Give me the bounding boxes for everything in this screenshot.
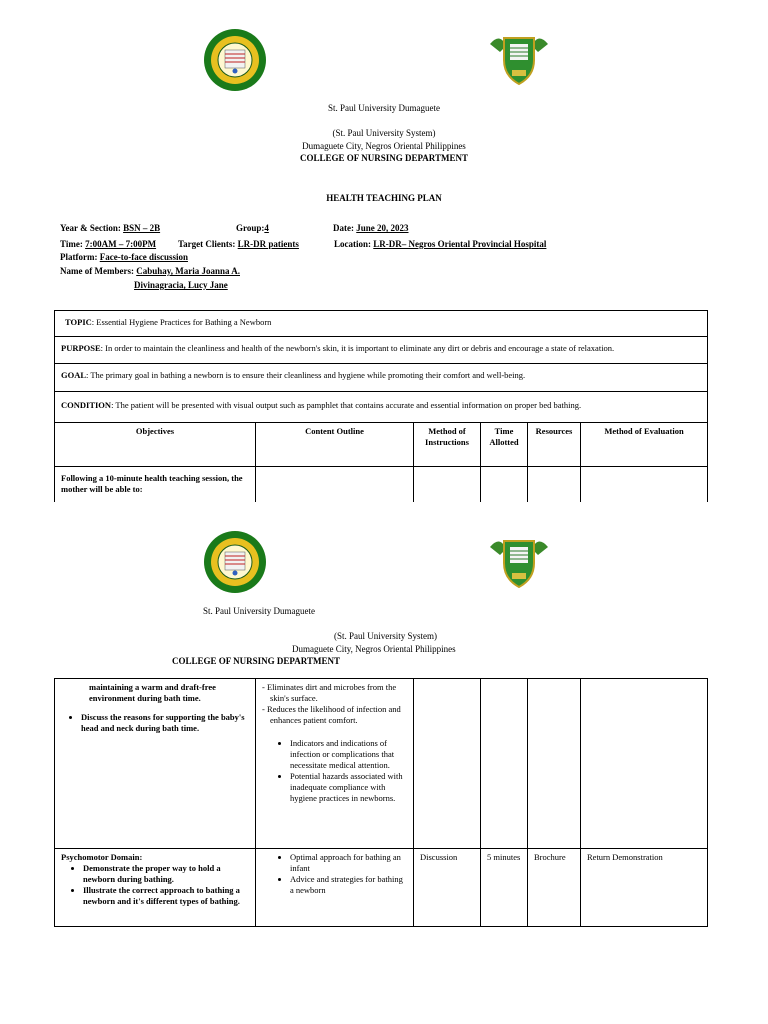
content-dash-item: - Eliminates dirt and microbes from the skin's surface. — [270, 682, 407, 704]
goal-box: GOAL: The primary goal in bathing a newborn is to ensure their cleanliness and hygiene while promoting their comfort and well-being. — [54, 364, 708, 392]
method-cell: Discussion — [414, 849, 481, 927]
content-cell-cognitive — [256, 679, 414, 849]
header-resources: Resources — [528, 423, 581, 467]
members-field: Name of Members: Cabuhay, Maria Joanna A. — [60, 266, 240, 276]
group-field: Group:4 — [236, 223, 269, 233]
header-method-instructions: Method of Instructions — [414, 423, 481, 467]
psychomotor-objective: • Demonstrate the proper way to hold a newborn during bathing. — [83, 863, 249, 885]
university-system-p2: (St. Paul University System) — [334, 631, 437, 641]
purpose-box: PURPOSE: In order to maintain the cleanliness and health of the newborn's skin, it is important to eliminate any dirt or debris and encourage a state of relaxation. — [54, 337, 708, 364]
nursing-shield-logo — [486, 30, 552, 88]
evaluation-cell: Return Demonstration — [581, 849, 708, 927]
time-cell: 5 minutes — [481, 849, 528, 927]
university-name-p2: St. Paul University Dumaguete — [203, 606, 315, 616]
objectives-table-continued — [54, 678, 708, 927]
header-content-outline: Content Outline — [256, 423, 414, 467]
content-dash-item: - Reduces the likelihood of infection and enhances patient comfort. — [270, 704, 407, 726]
objective-continued-text: maintaining a warm and draft-free environment during bath time. — [89, 682, 216, 704]
objective-cell-cognitive — [55, 679, 256, 849]
platform-field: Platform: Face-to-face discussion — [60, 252, 188, 262]
year-section-field: Year & Section: BSN – 2B — [60, 223, 161, 233]
content-bullet-item: • Potential hazards associated with inadequate compliance with hygiene practices in newborns. — [290, 771, 407, 804]
time-field: Time: 7:00AM – 7:00PM — [60, 239, 157, 249]
content-cell-psychomotor — [256, 849, 414, 927]
objectives-table — [54, 422, 708, 511]
header-method-evaluation: Method of Evaluation — [581, 423, 708, 467]
university-location: Dumaguete City, Negros Oriental Philippines — [302, 141, 466, 151]
college-name: COLLEGE OF NURSING DEPARTMENT — [300, 153, 468, 163]
psychomotor-content-item: • Optimal approach for bathing an infant — [290, 852, 407, 874]
university-name: St. Paul University Dumaguete — [328, 103, 440, 113]
university-seal-logo-p2 — [203, 530, 267, 594]
condition-box: CONDITION: The patient will be presented with visual output such as pamphlet that contains accurate and essential information on proper bed bathing. — [54, 392, 708, 423]
target-clients-field: Target Clients: LR-DR patients — [178, 239, 299, 249]
objective-intro: Following a 10-minute health teaching session, the mother will be able to: — [55, 467, 256, 511]
objective-cell-psychomotor — [55, 849, 256, 927]
member-2: Divinagracia, Lucy Jane — [134, 280, 228, 290]
psychomotor-domain-label: Psychomotor Domain: — [61, 852, 143, 862]
university-location-p2: Dumaguete City, Negros Oriental Philippines — [292, 644, 456, 654]
university-seal-logo — [203, 28, 267, 92]
location-field: Location: LR-DR– Negros Oriental Provincial Hospital — [334, 239, 547, 249]
resources-cell: Brochure — [528, 849, 581, 927]
header-time-allotted: Time Allotted — [481, 423, 528, 467]
college-name-p2: COLLEGE OF NURSING DEPARTMENT — [172, 656, 340, 666]
page-break — [0, 502, 768, 522]
nursing-shield-logo-p2 — [486, 533, 552, 591]
topic-box: TOPIC: Essential Hygiene Practices for Bathing a Newborn — [54, 310, 708, 337]
university-system: (St. Paul University System) — [332, 128, 436, 138]
psychomotor-objective: • Illustrate the correct approach to bathing a newborn and it's different types of bathing. — [83, 885, 249, 907]
header-objectives: Objectives — [55, 423, 256, 467]
date-field: Date: June 20, 2023 — [333, 223, 409, 233]
content-bullet-item: • Indicators and indications of infection or complications that necessitate medical attention. — [290, 738, 407, 771]
psychomotor-content-item: • Advice and strategies for bathing a newborn — [290, 874, 407, 896]
plan-title: HEALTH TEACHING PLAN — [326, 193, 442, 203]
objective-bullet: • Discuss the reasons for supporting the baby's head and neck during bath time. — [81, 712, 249, 734]
